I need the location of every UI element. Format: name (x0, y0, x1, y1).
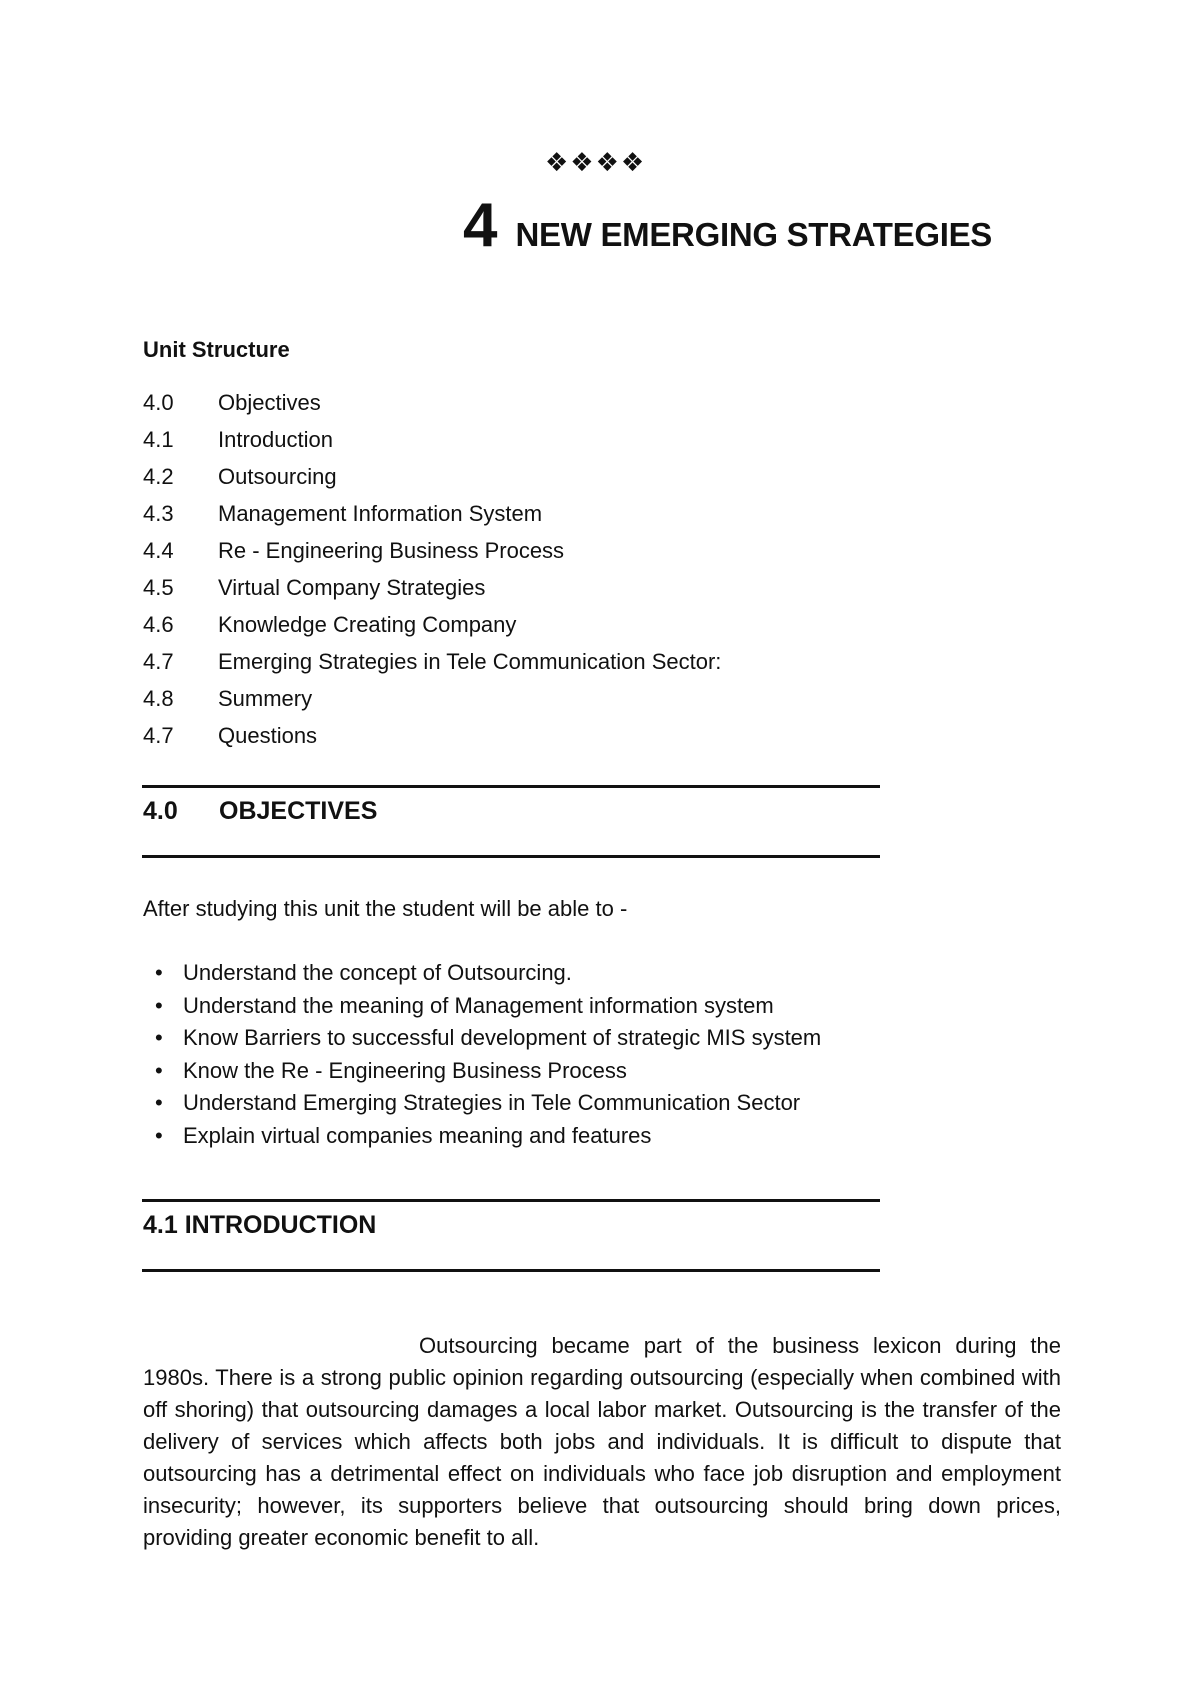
bullet-marker: • (155, 992, 163, 1018)
toc-item-number: 4.7 (143, 649, 174, 674)
chapter-title-text: NEW EMERGING STRATEGIES (515, 216, 992, 253)
list-item-text: Understand Emerging Strategies in Tele Communication Sector (183, 1090, 801, 1115)
toc-item-number: 4.2 (143, 464, 174, 489)
list-item-text: Understand the meaning of Management information system (183, 992, 774, 1018)
bullet-marker: • (155, 1090, 163, 1115)
toc-item-label: Summery (218, 686, 313, 711)
chapter-title (463, 191, 992, 260)
objectives-heading-number: 4.0 (143, 797, 178, 825)
toc-item (143, 569, 721, 606)
chapter-number: 4 (463, 191, 498, 260)
toc-item-label: Introduction (218, 427, 333, 452)
unit-structure-heading: Unit Structure (143, 337, 290, 362)
objectives-list (143, 957, 821, 1152)
introduction-paragraph: Outsourcing became part of the business lexicon during the 1980s. There is a strong public opinion regarding outsourcing (especially when combined with off shoring) that outsourcing damages a local labor market. Outsourcing is the transfer of the delivery of services which affects both jobs and individuals. It is difficult to dispute that outsourcing has a detrimental effect on individuals who face job disruption and employment insecurity; however, its supporters believe that outsourcing should bring down prices, providing greater economic benefit to all. (143, 1333, 1061, 1550)
toc-item-label: Questions (218, 723, 318, 748)
list-item (143, 1120, 821, 1153)
list-item (143, 1087, 821, 1120)
toc-item-label: Objectives (218, 390, 321, 415)
list-item (143, 1022, 821, 1055)
toc-item-number: 4.5 (143, 575, 174, 600)
bullet-marker: • (155, 1025, 163, 1050)
toc-item (143, 643, 721, 680)
list-item-text: Explain virtual companies meaning and features (183, 1122, 652, 1148)
bullet-marker: • (155, 960, 163, 985)
objectives-intro: After studying this unit the student will be able to - (143, 896, 628, 921)
list-item (143, 1055, 821, 1088)
bullet-marker: • (155, 1122, 163, 1148)
toc-item-number: 4.3 (143, 501, 174, 526)
toc-item (143, 717, 721, 754)
list-item (143, 957, 821, 990)
toc-item-number: 4.6 (143, 612, 174, 637)
toc-item-number: 4.7 (143, 723, 174, 748)
toc-item (143, 680, 721, 717)
objectives-heading-text: OBJECTIVES (219, 797, 378, 825)
section-rule-top (142, 785, 880, 788)
toc-item-label: Management Information System (218, 501, 543, 526)
list-item-text: Know Barriers to successful development of strategic MIS system (183, 1025, 822, 1050)
section-rule-bottom (142, 1269, 880, 1272)
toc-item (143, 421, 721, 458)
toc-item-number: 4.0 (143, 390, 174, 415)
toc-item (143, 532, 721, 569)
toc-item-number: 4.8 (143, 686, 174, 711)
toc-item (143, 384, 721, 421)
toc-item-label: Outsourcing (218, 464, 337, 489)
section-rule-top (142, 1199, 880, 1202)
bullet-marker: • (155, 1057, 163, 1083)
toc-item (143, 606, 721, 643)
introduction-heading: 4.1 INTRODUCTION (143, 1211, 377, 1239)
toc-item-number: 4.1 (143, 427, 174, 452)
toc-item (143, 495, 721, 532)
toc-item-label: Re - Engineering Business Process (218, 538, 565, 563)
toc-item (143, 458, 721, 495)
toc-item-label: Emerging Strategies in Tele Communication Sector: (218, 649, 722, 674)
toc-item-label: Virtual Company Strategies (218, 575, 486, 600)
objectives-heading (143, 797, 377, 826)
list-item-text: Understand the concept of Outsourcing. (183, 960, 572, 985)
toc-item-number: 4.4 (143, 538, 174, 563)
list-item-text: Know the Re - Engineering Business Process (183, 1057, 627, 1083)
unit-structure-list (143, 384, 721, 754)
toc-item-label: Knowledge Creating Company (218, 612, 517, 637)
list-item (143, 990, 821, 1023)
chapter-ornament: ❖❖❖❖ (545, 148, 647, 178)
section-rule-bottom (142, 855, 880, 858)
